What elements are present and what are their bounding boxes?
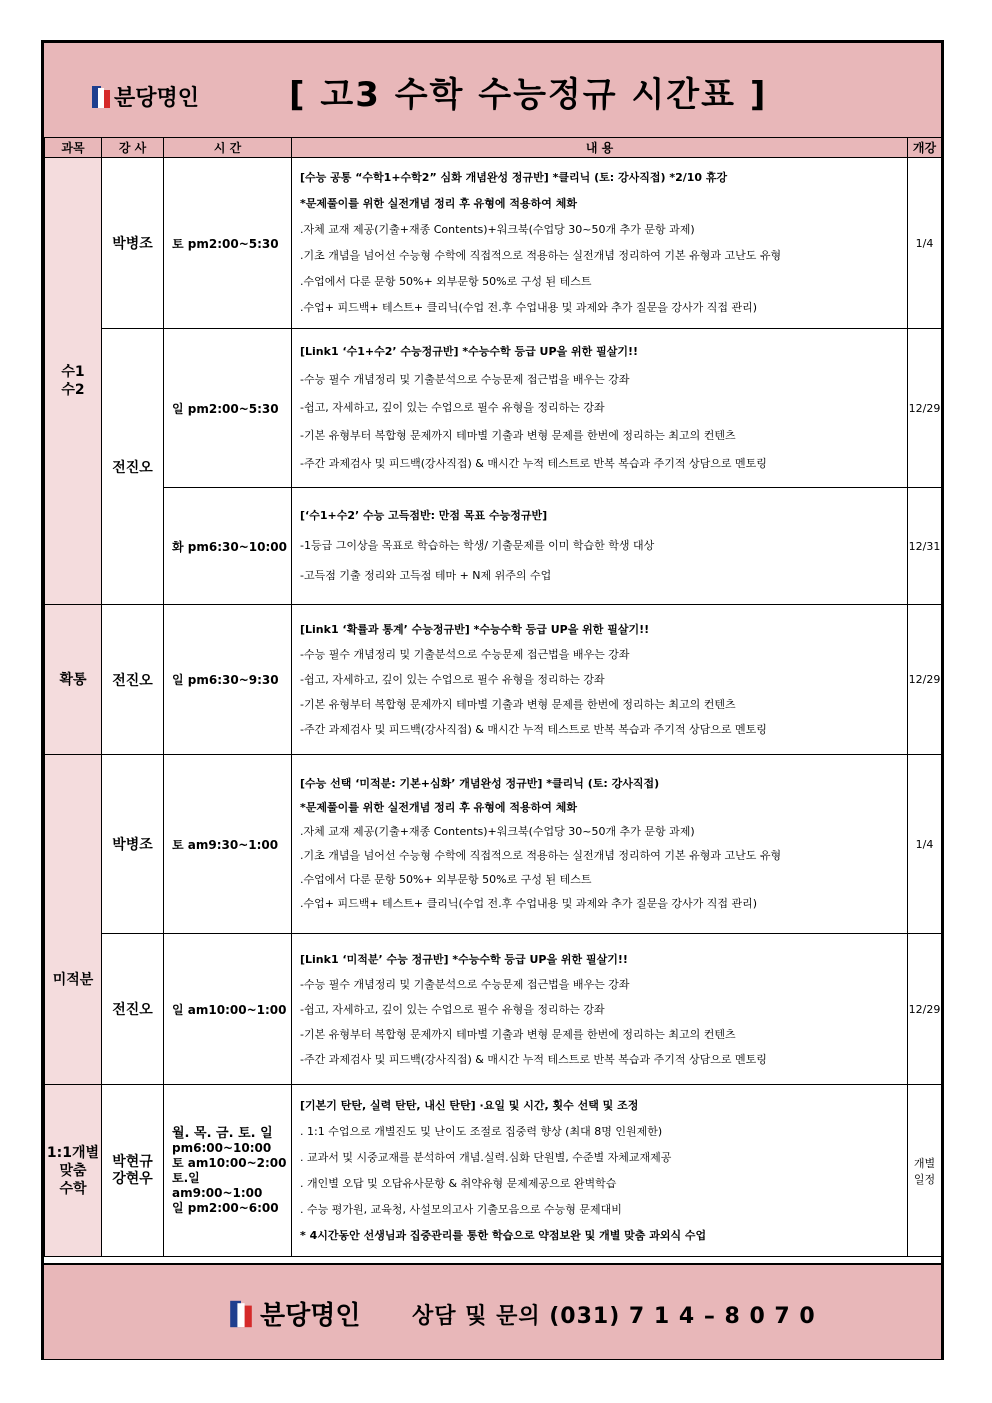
time-cell <box>164 1085 292 1257</box>
subject-label: 맞춤 <box>59 1162 87 1179</box>
teacher-cell <box>102 1085 164 1257</box>
subject-cell <box>45 1085 102 1257</box>
time-line: 토 am10:00~2:00 <box>172 1155 287 1170</box>
content-line: -기본 유형부터 복합형 문제까지 테마별 기출과 변형 문제를 한번에 정리하는 최고의 컨텐츠 <box>300 1027 736 1041</box>
content-line: *문제풀이를 위한 실전개념 정리 후 유형에 적용하여 체화 <box>300 801 577 814</box>
content-cell <box>292 1085 908 1257</box>
brand-logo <box>92 81 199 112</box>
subject-label: 미적분 <box>52 971 94 988</box>
content-line: [기본기 탄탄, 실력 탄탄, 내신 탄탄] ·요일 및 시간, 횟수 선택 및 조정 <box>300 1099 639 1112</box>
table-row <box>45 934 942 1085</box>
subject-label: 1:1개별 <box>46 1144 100 1161</box>
content-line: -주간 과제검사 및 피드백(강사직접) & 매시간 누적 테스트로 반복 복습과 주기적 상담으로 멘토링 <box>300 1052 767 1066</box>
teacher-name: 박현규 <box>112 1153 153 1170</box>
content-line: -수능 필수 개념정리 및 기출분석으로 수능문제 접근법을 배우는 강좌 <box>300 648 630 661</box>
time-cell: 일 am10:00~1:00 <box>164 934 292 1085</box>
content-line: -주간 과제검사 및 피드백(강사직접) & 매시간 누적 테스트로 반복 복습과 주기적 상담으로 멘토링 <box>300 723 767 736</box>
time-line: 일 pm2:00~6:00 <box>172 1200 279 1215</box>
open-date-cell: 1/4 <box>908 755 942 934</box>
content-cell <box>292 488 908 605</box>
open-date-line: 일정 <box>913 1172 936 1186</box>
content-line: -수능 필수 개념정리 및 기출분석으로 수능문제 접근법을 배우는 강좌 <box>300 373 630 386</box>
content-line: -쉽고, 자세하고, 깊이 있는 수업으로 필수 유형을 정리하는 강좌 <box>300 673 605 686</box>
column-header: 강 사 <box>102 138 164 158</box>
content-line: -쉽고, 자세하고, 깊이 있는 수업으로 필수 유형을 정리하는 강좌 <box>300 401 605 414</box>
page-title: [ 고3 수학 수능정규 시간표 ] <box>289 75 768 115</box>
content-line: [‘수1+수2’ 수능 고득점반: 만점 목표 수능정규반] <box>300 509 548 522</box>
time-cell: 일 pm2:00~5:30 <box>164 329 292 488</box>
open-date-cell: 12/31 <box>908 488 942 605</box>
header <box>44 43 941 139</box>
content-line: . 1:1 수업으로 개별진도 및 난이도 조절로 집중력 향상 (최대 8명 인원제한) <box>300 1125 663 1138</box>
time-line: pm6:00~10:00 <box>172 1140 272 1155</box>
table-row <box>45 329 942 488</box>
subject-label: 수1 수2 <box>61 364 85 398</box>
brand-name: 분당명인 <box>260 1301 361 1331</box>
content-cell <box>292 755 908 934</box>
open-date-cell <box>908 1085 942 1257</box>
content-cell <box>292 329 908 488</box>
brand-name: 분당명인 <box>114 86 200 111</box>
open-date-cell: 12/29 <box>908 329 942 488</box>
teacher-cell: 박병조 <box>102 158 164 329</box>
content-line: -쉽고, 자세하고, 깊이 있는 수업으로 필수 유형을 정리하는 강좌 <box>300 1002 605 1016</box>
time-line: 월. 목. 금. 토. 일 <box>172 1125 273 1141</box>
subject-label: 수학 <box>59 1180 87 1197</box>
time-line: 토.일 am9:00~1:00 <box>172 1170 263 1200</box>
table-row <box>45 605 942 755</box>
open-date-cell: 1/4 <box>908 158 942 329</box>
content-line: -수능 필수 개념정리 및 기출분석으로 수능문제 접근법을 배우는 강좌 <box>300 977 630 991</box>
footer-logo <box>232 1295 360 1332</box>
schedule-table <box>44 137 942 1257</box>
column-header: 과목 <box>45 138 102 158</box>
time-cell: 화 pm6:30~10:00 <box>164 488 292 605</box>
table-row <box>45 755 942 934</box>
content-cell <box>292 934 908 1085</box>
content-line: [Link1 ‘미적분’ 수능 정규반] *수능수학 등급 UP을 위한 필살기!! <box>300 952 628 966</box>
content-line: . 개인별 오답 및 오답유사문항 & 취약유형 문제제공으로 완벽학습 <box>300 1177 617 1190</box>
content-cell <box>292 605 908 755</box>
content-line: [Link1 ‘수1+수2’ 수능정규반] *수능수학 등급 UP을 위한 필살기!! <box>300 345 638 358</box>
teacher-cell: 전진오 <box>102 329 164 605</box>
open-date-cell: 12/29 <box>908 605 942 755</box>
content-line: .수업+ 피드백+ 테스트+ 클리닉(수업 전.후 수업내용 및 과제와 추가 질문을 강사가 직접 관리) <box>300 301 758 314</box>
content-line: [Link1 ‘확률과 통계’ 수능정규반] *수능수학 등급 UP을 위한 필살기!! <box>300 623 650 636</box>
content-line: .수업에서 다룬 문항 50%+ 외부문항 50%로 구성 된 테스트 <box>300 873 592 886</box>
time-cell: 토 pm2:00~5:30 <box>164 158 292 329</box>
table-row <box>45 488 942 605</box>
open-date-cell: 12/29 <box>908 934 942 1085</box>
column-header: 시 간 <box>164 138 292 158</box>
content-line: . 수능 평가원, 교육청, 사설모의고사 기출모음으로 수능형 문제대비 <box>300 1203 622 1216</box>
logo-mark-icon <box>230 1300 252 1326</box>
content-line: *문제풀이를 위한 실전개념 정리 후 유형에 적용하여 체화 <box>300 197 577 210</box>
table-row <box>45 158 942 329</box>
column-header: 개강 <box>908 138 942 158</box>
content-line: * 4시간동안 선생님과 집중관리를 통한 학습으로 약점보완 및 개별 맞춤 과외식 수업 <box>300 1229 707 1242</box>
footer <box>44 1263 941 1359</box>
contact-info: 상담 및 문의 (031) 7 1 4 – 8 0 7 0 <box>412 1304 816 1329</box>
time-cell: 일 pm6:30~9:30 <box>164 605 292 755</box>
content-line: .자체 교재 제공(기출+재종 Contents)+워크북(수업당 30~50개 추가 문항 과제) <box>300 825 695 838</box>
content-line: [수능 공통 “수학1+수학2” 심화 개념완성 정규반] *클리닉 (토: 강사직접) *2/10 휴강 <box>300 171 728 184</box>
table-row <box>45 1085 942 1257</box>
subject-cell <box>45 158 102 605</box>
content-line: -주간 과제검사 및 피드백(강사직접) & 매시간 누적 테스트로 반복 복습과 주기적 상담으로 멘토링 <box>300 457 767 470</box>
open-date-line: 개별 <box>913 1156 936 1170</box>
table-header-row <box>45 138 942 158</box>
content-line: [수능 선택 ‘미적분: 기본+심화’ 개념완성 정규반] *클리닉 (토: 강사직접) <box>300 777 660 790</box>
subject-cell: 확통 <box>45 605 102 755</box>
content-line: .기초 개념을 넘어선 수능형 수학에 직접적으로 적용하는 실전개념 정리하여 기본 유형과 고난도 유형 <box>300 849 782 862</box>
content-line: . 교과서 및 시중교재를 분석하여 개념.실력.심화 단원별, 수준별 자체교재제공 <box>300 1151 672 1164</box>
logo-mark-icon <box>92 86 110 108</box>
content-line: -기본 유형부터 복합형 문제까지 테마별 기출과 변형 문제를 한번에 정리하는 최고의 컨텐츠 <box>300 429 736 442</box>
content-line: -고득점 기출 정리와 고득점 테마 + N제 위주의 수업 <box>300 569 552 582</box>
content-line: .기초 개념을 넘어선 수능형 수학에 직접적으로 적용하는 실전개념 정리하여 기본 유형과 고난도 유형 <box>300 249 782 262</box>
teacher-cell: 전진오 <box>102 605 164 755</box>
teacher-name: 강현우 <box>112 1170 153 1187</box>
time-cell: 토 am9:30~1:00 <box>164 755 292 934</box>
column-header: 내 용 <box>292 138 908 158</box>
content-line: -기본 유형부터 복합형 문제까지 테마별 기출과 변형 문제를 한번에 정리하는 최고의 컨텐츠 <box>300 698 736 711</box>
teacher-cell: 전진오 <box>102 934 164 1085</box>
content-line: .수업+ 피드백+ 테스트+ 클리닉(수업 전.후 수업내용 및 과제와 추가 질문을 강사가 직접 관리) <box>300 897 758 910</box>
timetable-frame <box>41 40 944 1360</box>
teacher-cell: 박병조 <box>102 755 164 934</box>
subject-cell <box>45 755 102 1085</box>
content-cell <box>292 158 908 329</box>
content-line: -1등급 그이상을 목표로 학습하는 학생/ 기출문제를 이미 학습한 학생 대상 <box>300 539 655 552</box>
content-line: .수업에서 다룬 문항 50%+ 외부문항 50%로 구성 된 테스트 <box>300 275 592 288</box>
content-line: .자체 교재 제공(기출+재종 Contents)+워크북(수업당 30~50개 추가 문항 과제) <box>300 223 695 236</box>
